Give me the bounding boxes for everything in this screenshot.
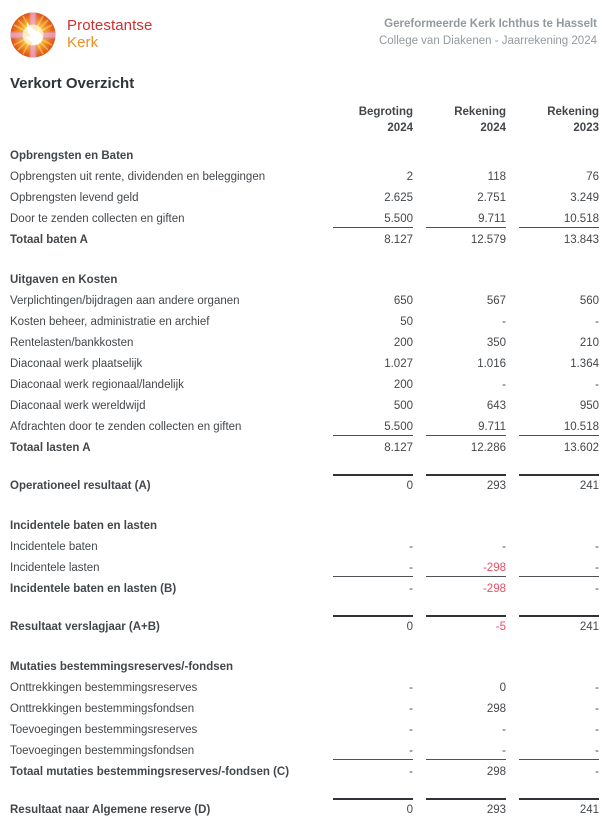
value-cell: - [595, 316, 599, 328]
value-cell: 200 [393, 337, 413, 349]
value-cell: - [595, 541, 599, 553]
row-label: Rentelasten/bankkosten [10, 337, 134, 349]
value-cell: - [333, 745, 413, 760]
row-label: Onttrekkingen bestemmingsfondsen [10, 703, 195, 715]
table-row [10, 394, 599, 415]
row-label: Totaal lasten A [10, 442, 91, 454]
value-cell: 200 [393, 379, 413, 391]
header [10, 12, 599, 58]
value-cell: - [595, 682, 599, 694]
result-block [10, 610, 599, 636]
value-cell: 650 [393, 295, 413, 307]
value-cell: 950 [579, 400, 599, 412]
value-cell: - [409, 703, 413, 715]
total-row [10, 228, 599, 249]
result-row [10, 793, 599, 819]
value-cell: 13.843 [563, 234, 599, 246]
value-cell: 1.027 [384, 358, 413, 370]
result-block [10, 469, 599, 495]
value-cell: 0 [333, 798, 413, 819]
table-row [10, 676, 599, 697]
column-header-rekening-2024: Rekening 2024 [454, 106, 506, 134]
row-label: Incidentele baten [10, 541, 98, 553]
value-cell: 9.711 [426, 213, 506, 228]
row-label: Toevoegingen bestemmingsreserves [10, 724, 198, 736]
result-row [10, 610, 599, 636]
table-row [10, 373, 599, 394]
value-cell: 1.016 [477, 358, 506, 370]
value-cell: 50 [400, 316, 413, 328]
row-label: Kosten beheer, administratie en archief [10, 316, 210, 328]
value-cell: 293 [426, 798, 506, 819]
table-row [10, 415, 599, 436]
section-heading: Uitgaven en Kosten [10, 274, 118, 286]
row-label: Door te zenden collecten en giften [10, 213, 185, 225]
value-cell: 350 [486, 337, 506, 349]
value-cell: -5 [426, 615, 506, 636]
value-cell: - [426, 745, 506, 760]
row-label: Incidentele lasten [10, 562, 100, 574]
value-cell: 0 [333, 474, 413, 495]
value-cell: 8.127 [384, 442, 413, 454]
logo-text-line1: Protestantse [67, 17, 153, 35]
org-name: Gereformeerde Kerk Ichthus te Hasselt [384, 18, 597, 30]
value-cell: 210 [579, 337, 599, 349]
row-label: Diaconaal werk wereldwijd [10, 400, 146, 412]
row-label: Diaconaal werk plaatselijk [10, 358, 143, 370]
row-label: Totaal mutaties bestemmingsreserves/-fondsen (C) [10, 766, 290, 778]
value-cell: - [409, 682, 413, 694]
section-heading: Opbrengsten en Baten [10, 150, 134, 162]
page-title: Verkort Overzicht [10, 75, 135, 92]
row-label: Toevoegingen bestemmingsfondsen [10, 745, 195, 757]
value-cell: - [595, 583, 599, 595]
value-cell: 0 [333, 615, 413, 636]
value-cell: - [409, 724, 413, 736]
section-block [10, 514, 599, 598]
table-row [10, 165, 599, 186]
value-cell: 12.286 [470, 442, 506, 454]
document-header [379, 12, 597, 51]
table-body [10, 144, 599, 819]
table-row [10, 331, 599, 352]
row-label: Onttrekkingen bestemmingsreserves [10, 682, 198, 694]
row-label: Resultaat naar Algemene reserve (D) [10, 804, 211, 816]
value-cell: 13.602 [563, 442, 599, 454]
column-header-spacer [10, 135, 320, 138]
org-subtitle: College van Diakenen - Jaarrekening 2024 [378, 35, 597, 48]
table-row [10, 207, 599, 228]
value-cell: - [502, 379, 506, 391]
value-cell: 293 [426, 474, 506, 495]
value-cell: 9.711 [426, 421, 506, 436]
total-row [10, 760, 599, 781]
result-block [10, 793, 599, 819]
value-cell: - [502, 724, 506, 736]
row-label: Diaconaal werk regionaal/landelijk [10, 379, 184, 391]
value-cell: 5.500 [333, 213, 413, 228]
value-cell: - [595, 703, 599, 715]
section-heading: Incidentele baten en lasten [10, 520, 157, 532]
column-header-rekening-2023: Rekening 2023 [547, 106, 599, 134]
section-heading: Mutaties bestemmingsreserves/-fondsen [10, 661, 234, 673]
value-cell: - [409, 766, 413, 778]
value-cell: 0 [499, 682, 506, 694]
value-cell: 567 [486, 295, 506, 307]
value-cell: 643 [486, 400, 506, 412]
section-block [10, 655, 599, 781]
section-block [10, 268, 599, 457]
value-cell: 2.625 [384, 192, 413, 204]
value-cell: 298 [486, 703, 506, 715]
value-cell: - [409, 541, 413, 553]
value-cell: 76 [586, 171, 599, 183]
logo-text-line2: Kerk [67, 34, 99, 51]
value-cell: 298 [486, 766, 506, 778]
value-cell: - [409, 583, 413, 595]
table-row [10, 535, 599, 556]
row-label: Opbrengsten uit rente, dividenden en beleggingen [10, 171, 266, 183]
result-row [10, 469, 599, 495]
row-label: Operationeel resultaat (A) [10, 480, 151, 492]
value-cell: 2.751 [477, 192, 506, 204]
value-cell: 1.364 [570, 358, 599, 370]
value-cell: 241 [519, 615, 599, 636]
value-cell: 3.249 [570, 192, 599, 204]
pkn-sunburst-dove-icon [10, 12, 56, 58]
table-row [10, 310, 599, 331]
row-label: Afdrachten door te zenden collecten en giften [10, 421, 242, 433]
value-cell: 5.500 [333, 421, 413, 436]
table-row [10, 289, 599, 310]
table-row [10, 718, 599, 739]
section-block [10, 144, 599, 249]
total-row [10, 577, 599, 598]
value-cell: - [333, 562, 413, 577]
value-cell: 560 [579, 295, 599, 307]
value-cell: 10.518 [519, 213, 599, 228]
row-label: Verplichtingen/bijdragen aan andere organen [10, 295, 240, 307]
value-cell: 2 [406, 171, 413, 183]
value-cell: 241 [519, 798, 599, 819]
row-label: Opbrengsten levend geld [10, 192, 139, 204]
value-cell: 10.518 [519, 421, 599, 436]
row-label: Incidentele baten en lasten (B) [10, 583, 177, 595]
value-cell: 8.127 [384, 234, 413, 246]
column-header-begroting-2024: Begroting 2024 [358, 106, 413, 134]
row-label: Totaal baten A [10, 234, 88, 246]
value-cell: 12.579 [470, 234, 506, 246]
value-cell: - [595, 379, 599, 391]
value-cell: 241 [519, 474, 599, 495]
value-cell: - [595, 724, 599, 736]
table-row [10, 697, 599, 718]
value-cell: - [595, 766, 599, 778]
value-cell: -298 [426, 562, 506, 577]
table-row [10, 186, 599, 207]
value-cell: 118 [487, 171, 506, 183]
value-cell: - [502, 541, 506, 553]
table-row [10, 352, 599, 373]
value-cell: 500 [393, 400, 413, 412]
value-cell: - [519, 745, 599, 760]
total-row [10, 436, 599, 457]
logo-wordmark [67, 18, 152, 52]
value-cell: - [519, 562, 599, 577]
pkn-logo [10, 12, 152, 58]
table-row [10, 556, 599, 577]
table-row [10, 739, 599, 760]
value-cell: -298 [482, 583, 506, 595]
value-cell: - [502, 316, 506, 328]
table-column-headers [10, 104, 599, 138]
row-label: Resultaat verslagjaar (A+B) [10, 621, 160, 633]
